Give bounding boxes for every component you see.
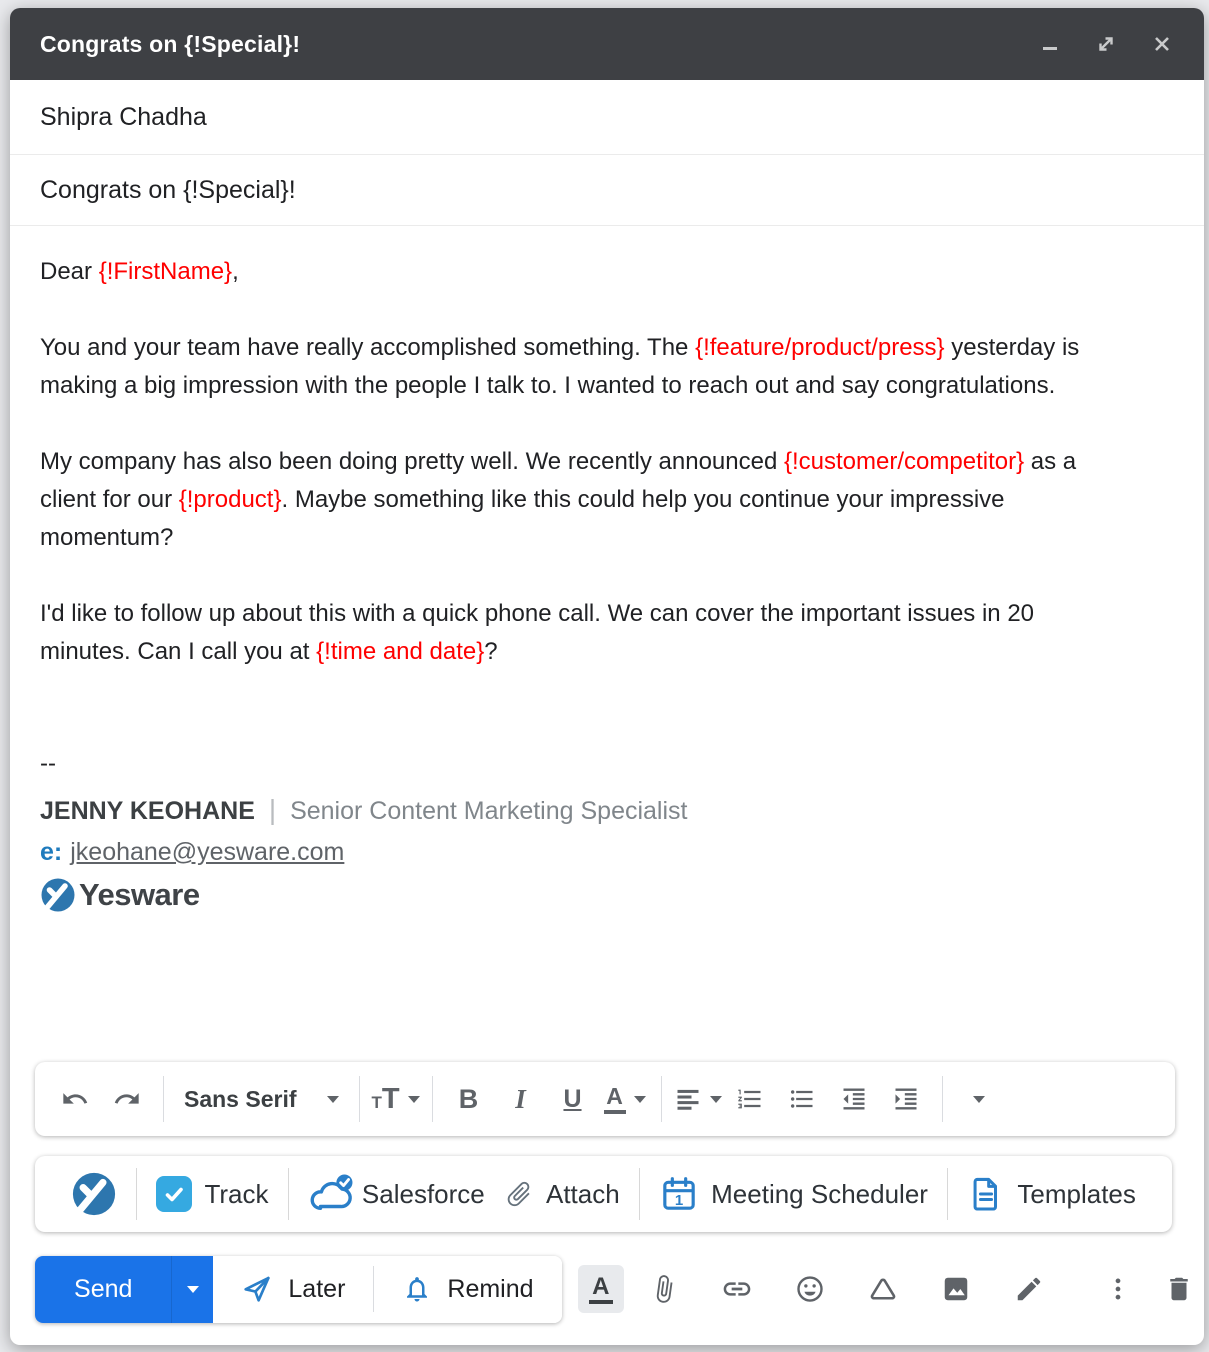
track-toggle[interactable] (156, 1176, 268, 1212)
bottom-icon-group (648, 1273, 1195, 1305)
meeting-scheduler-button[interactable] (659, 1174, 928, 1214)
indent-icon (892, 1085, 920, 1113)
body-paragraph: You and your team have really accomplished something. The {!feature/product/press} yesterday is making a big impression with the people I talk to. I wanted to reach out and say congratulations. (40, 334, 1080, 399)
link-icon (721, 1273, 753, 1305)
body-paragraph: My company has also been doing pretty well. We recently announced {!customer/competitor} as a client for our {!product}. Maybe something like this could help you continue your impressive momentum? (40, 448, 1077, 551)
more-options-button[interactable] (1102, 1273, 1134, 1305)
svg-text:1: 1 (674, 1192, 684, 1209)
signature-name: JENNY KEOHANE (40, 797, 255, 825)
body-paragraph: Dear {!FirstName}, (40, 258, 239, 285)
close-icon[interactable] (1150, 32, 1174, 56)
toolbar-divider (942, 1076, 943, 1122)
discard-draft-button[interactable] (1163, 1273, 1195, 1305)
attach-files-button[interactable] (648, 1273, 680, 1305)
bulleted-list-button[interactable] (776, 1074, 828, 1124)
toolbar-divider (432, 1076, 433, 1122)
chevron-down-icon (973, 1096, 985, 1103)
yesware-brand-text: Yesware (79, 877, 200, 912)
send-button[interactable]: Send (35, 1256, 171, 1323)
formatting-toolbar (35, 1062, 1175, 1136)
signature-pen-button[interactable] (1013, 1273, 1045, 1305)
signature-block (40, 745, 1084, 914)
recipient-name: Shipra Chadha (40, 102, 207, 131)
toolbar-divider (136, 1168, 137, 1220)
remind-label: Remind (447, 1274, 534, 1303)
trash-icon (1164, 1274, 1194, 1304)
window-controls (1038, 32, 1174, 56)
insert-photo-button[interactable] (940, 1273, 972, 1305)
more-options-icon (1105, 1274, 1131, 1304)
align-left-icon (674, 1085, 702, 1113)
text-color-icon: A (604, 1084, 626, 1114)
align-button[interactable] (672, 1074, 724, 1124)
yesware-logo-icon (40, 877, 76, 913)
salesforce-button[interactable] (308, 1172, 485, 1216)
signature-email-row (40, 832, 1084, 872)
templates-button[interactable] (967, 1175, 1136, 1213)
outdent-icon (840, 1085, 868, 1113)
compose-titlebar (10, 8, 1204, 80)
send-widget (35, 1256, 562, 1323)
font-family-selector[interactable] (174, 1074, 349, 1124)
italic-button[interactable]: I (515, 1083, 526, 1114)
chevron-down-icon (408, 1096, 420, 1103)
body-paragraph: I'd like to follow up about this with a quick phone call. We can cover the important issues in 20 minutes. Can I call you at {!time and date}? (40, 600, 1035, 665)
numbered-list-button[interactable] (724, 1074, 776, 1124)
pen-icon (1014, 1274, 1044, 1304)
templates-doc-icon (967, 1175, 1005, 1213)
meeting-scheduler-label: Meeting Scheduler (711, 1178, 928, 1209)
chevron-down-icon (634, 1096, 646, 1103)
drive-icon (868, 1274, 898, 1304)
font-size-icon: T T (371, 1082, 400, 1115)
attach-button[interactable] (504, 1179, 620, 1210)
toolbar-divider (359, 1076, 360, 1122)
signature-email-link[interactable]: jkeohane@yesware.com (70, 838, 345, 866)
email-body[interactable] (10, 226, 1204, 914)
salesforce-label: Salesforce (361, 1178, 485, 1209)
send-caret-icon (187, 1286, 199, 1293)
undo-icon[interactable] (49, 1074, 101, 1124)
font-family-label: Sans Serif (184, 1085, 297, 1112)
yesware-toolbar (35, 1156, 1172, 1232)
insert-emoji-button[interactable] (794, 1273, 826, 1305)
toolbar-divider (288, 1168, 289, 1220)
attach-paperclip-icon (498, 1173, 540, 1215)
send-later-button[interactable] (213, 1256, 373, 1323)
compose-title: Congrats on {!Special}! (40, 30, 301, 57)
bold-button[interactable]: B (458, 1083, 479, 1114)
track-label: Track (204, 1178, 269, 1209)
outdent-button[interactable] (828, 1074, 880, 1124)
later-label: Later (288, 1274, 346, 1303)
insert-link-button[interactable] (721, 1273, 753, 1305)
bottom-action-row (35, 1255, 1195, 1323)
bulleted-list-icon (788, 1085, 816, 1113)
signature-email-label: e: (40, 838, 63, 866)
formatting-a-icon: A (592, 1273, 610, 1301)
paper-plane-icon (241, 1273, 273, 1305)
minimize-icon[interactable] (1038, 32, 1062, 56)
track-checkbox-icon (156, 1176, 192, 1212)
signature-dashes: -- (40, 750, 56, 777)
signature-role: Senior Content Marketing Specialist (290, 797, 688, 825)
meeting-calendar-icon (659, 1174, 699, 1214)
attach-label: Attach (545, 1178, 620, 1209)
toolbar-divider (661, 1076, 662, 1122)
recipient-field[interactable] (10, 80, 1204, 155)
yesware-signature-logo (40, 876, 1084, 914)
subject-field[interactable] (10, 155, 1204, 226)
compose-window (10, 8, 1204, 1345)
image-icon (941, 1274, 971, 1304)
indent-button[interactable] (880, 1074, 932, 1124)
text-color-button[interactable] (599, 1074, 651, 1124)
chevron-down-icon (327, 1096, 339, 1103)
salesforce-cloud-icon (308, 1172, 358, 1216)
expand-icon[interactable] (1094, 32, 1118, 56)
font-size-selector[interactable] (370, 1074, 422, 1124)
templates-label: Templates (1017, 1178, 1136, 1209)
subject-text: Congrats on {!Special}! (40, 175, 296, 204)
yesware-logo-icon (71, 1171, 117, 1217)
send-options-button[interactable] (171, 1256, 213, 1323)
redo-icon[interactable] (101, 1074, 153, 1124)
paperclip-icon (647, 1272, 681, 1306)
bell-icon (402, 1274, 432, 1304)
signature-name-row (40, 789, 1084, 832)
later-remind-panel (213, 1256, 561, 1323)
remind-button[interactable] (374, 1256, 561, 1323)
toolbar-divider (947, 1168, 948, 1220)
underline-button[interactable]: U (563, 1084, 582, 1113)
toolbar-divider (639, 1168, 640, 1220)
chevron-down-icon (710, 1096, 722, 1103)
signature-separator: | (268, 794, 277, 825)
formatting-options-button[interactable] (578, 1265, 624, 1313)
insert-from-drive-button[interactable] (867, 1273, 899, 1305)
more-formats-button[interactable] (953, 1074, 1005, 1124)
yesware-menu-button[interactable] (71, 1171, 117, 1217)
numbered-list-icon (736, 1085, 764, 1113)
emoji-icon (795, 1274, 825, 1304)
toolbar-divider (163, 1076, 164, 1122)
